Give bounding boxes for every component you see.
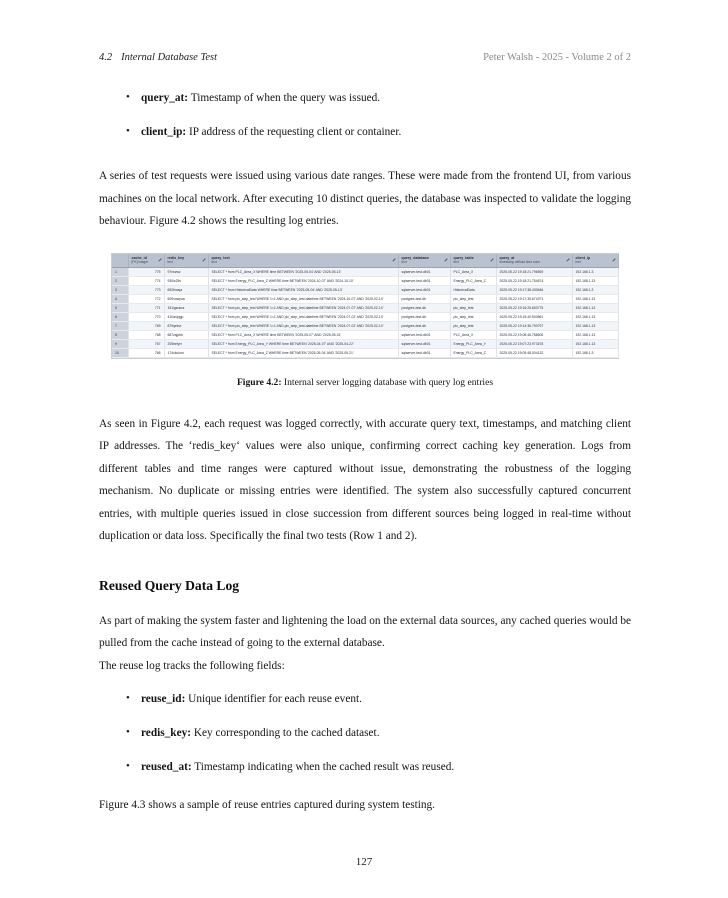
cell-query-at: 2025-05-22 19:07:23.973193 xyxy=(496,339,572,348)
field-description: Timestamp indicating when the cached result was reused. xyxy=(191,761,455,773)
column-name: client_ip xyxy=(575,255,591,260)
column-header-query-text[interactable] xyxy=(208,254,398,268)
list-item xyxy=(123,90,631,107)
row-number: 2 xyxy=(112,276,128,285)
figure-4-2 xyxy=(99,253,631,389)
edit-pencil-icon[interactable] xyxy=(612,258,616,262)
cell-query-table: Energy_PLC_Area_Z xyxy=(450,276,496,285)
section-heading-reused-query-data-log: Reused Query Data Log xyxy=(99,577,240,593)
table-row[interactable] xyxy=(112,330,618,339)
cell-cache-id: 770 xyxy=(128,312,164,321)
row-number: 4 xyxy=(112,294,128,303)
field-description: IP address of the requesting client or container. xyxy=(186,126,402,138)
cell-query-text: SELECT * from pic_step_test WHERE 1=1 AND pic_step_test.datetime BETWEEN '2024-07-02' AND '2025-02-10' xyxy=(208,321,398,330)
field-description: Key corresponding to the cached dataset. xyxy=(191,727,380,739)
database-grid-screenshot xyxy=(111,253,619,359)
cell-cache-id: 773 xyxy=(128,285,164,294)
cell-cache-id: 766 xyxy=(128,348,164,357)
table-row[interactable] xyxy=(112,294,618,303)
cell-query-database: sqlserver-test-db01 xyxy=(398,339,450,348)
column-name: query_table xyxy=(453,255,474,260)
row-number: 10 xyxy=(112,348,128,357)
cell-client-ip: 192.168.1.13 xyxy=(572,321,618,330)
column-header-query-at[interactable] xyxy=(496,254,572,268)
figure-caption-text: Internal server logging database with query log entries xyxy=(281,376,494,388)
cell-redis-key: 151igsukzz xyxy=(164,303,208,312)
cell-query-database: sqlserver-test-db01 xyxy=(398,285,450,294)
cell-query-table: Energy_PLC_Area_Y xyxy=(450,339,496,348)
column-name: cache_id xyxy=(131,255,147,260)
table-row[interactable] xyxy=(112,303,618,312)
table-body xyxy=(112,267,618,357)
cell-cache-id: 772 xyxy=(128,294,164,303)
cell-query-at: 2025-05-22 19:18:21.796569 xyxy=(496,267,572,276)
cell-client-ip: 192.168.1.13 xyxy=(572,303,618,312)
column-name: query_text xyxy=(211,255,230,260)
cell-query-database: sqlserver-test-db01 xyxy=(398,267,450,276)
row-number: 5 xyxy=(112,303,128,312)
cell-query-table: HistoricalData xyxy=(450,285,496,294)
column-type: text xyxy=(453,260,459,265)
table-row[interactable] xyxy=(112,339,618,348)
cell-query-at: 2025-05-22 19:14:36.790797 xyxy=(496,321,572,330)
column-type: text xyxy=(211,260,217,265)
cell-cache-id: 775 xyxy=(128,267,164,276)
list-item xyxy=(123,725,631,742)
column-name: query_database xyxy=(401,255,429,260)
section-number: 4.2 xyxy=(99,52,113,63)
table-row[interactable] xyxy=(112,321,618,330)
cell-query-table: pic_step_test xyxy=(450,303,496,312)
field-term: reused_at: xyxy=(141,761,192,773)
field-term: reuse_id: xyxy=(141,693,186,705)
cell-query-at: 2025-05-22 19:17:38.430646 xyxy=(496,285,572,294)
cell-query-database: sqlserver-test-db01 xyxy=(398,330,450,339)
edit-pencil-icon[interactable] xyxy=(392,258,396,262)
cell-query-at: 2025-05-22 19:08:46.788606 xyxy=(496,330,572,339)
cell-query-table: pic_step_test xyxy=(450,294,496,303)
cell-query-at: 2025-05-22 19:16:25.653775 xyxy=(496,303,572,312)
cell-query-table: Energy_PLC_Area_Z xyxy=(450,348,496,357)
cell-query-table: pic_step_test xyxy=(450,321,496,330)
field-term: redis_key: xyxy=(141,727,191,739)
field-term: query_at: xyxy=(141,92,189,104)
table-row[interactable] xyxy=(112,276,618,285)
rownum-column-header xyxy=(112,254,128,268)
edit-pencil-icon[interactable] xyxy=(202,258,206,262)
cell-query-text: SELECT * from pic_step_test WHERE 1=1 AND pic_step_test.datetime BETWEEN '2024-07-07' AND '2025-02-10' xyxy=(208,303,398,312)
cell-redis-key: 692fnwqa xyxy=(164,285,208,294)
column-type: text xyxy=(401,260,407,265)
field-description: Unique identifier for each reuse event. xyxy=(185,693,362,705)
cell-redis-key: 410aujqgp xyxy=(164,312,208,321)
table-header-row xyxy=(112,254,618,268)
row-number: 1 xyxy=(112,267,128,276)
cell-client-ip: 192.168.1.3 xyxy=(572,348,618,357)
cell-cache-id: 771 xyxy=(128,303,164,312)
paragraph-reuse-fields-lead: The reuse log tracks the following fields: xyxy=(99,659,285,672)
paragraph-intro: A series of test requests were issued using various date ranges. These were made from the frontend UI, from various machines on the local network. After executing 10 distinct queries, the database was inspected to validate the logging behaviour. Figure 4.2 shows the resulting log entries. xyxy=(99,170,631,227)
cell-client-ip: 192.168.1.13 xyxy=(572,312,618,321)
page-number: 127 xyxy=(355,856,373,868)
column-name: query_at xyxy=(499,255,515,260)
page-content xyxy=(99,90,631,817)
cell-client-ip: 192.168.1.13 xyxy=(572,276,618,285)
query-log-table xyxy=(112,254,619,358)
running-header xyxy=(99,52,631,63)
row-number: 7 xyxy=(112,321,128,330)
column-type: text xyxy=(167,260,173,265)
cell-query-at: 2025-05-22 19:18:21.754674 xyxy=(496,276,572,285)
running-header-author: Peter Walsh - 2025 - Volume 2 of 2 xyxy=(483,52,631,63)
cell-redis-key: 205hefyrr xyxy=(164,339,208,348)
cell-query-database: postgres-test-db xyxy=(398,303,450,312)
list-item xyxy=(123,691,631,708)
paragraph-reuse-intro: As part of making the system faster and lightening the load on the external data sources, any cached queries would be pulled from the cache instead of going to the external database. xyxy=(99,614,631,649)
table-row[interactable] xyxy=(112,285,618,294)
cell-client-ip: 192.168.1.3 xyxy=(572,285,618,294)
cell-redis-key: 879qekvr xyxy=(164,321,208,330)
column-header-client-ip[interactable] xyxy=(572,254,618,268)
cell-query-at: 2025-05-22 19:15:40.500861 xyxy=(496,312,572,321)
cell-query-at: 2025-05-22 19:17:35.674371 xyxy=(496,294,572,303)
figure-label: Figure 4.2: xyxy=(236,376,282,388)
section-title: Internal Database Test xyxy=(121,52,217,63)
cell-query-text: SELECT * from Energy_PLC_Area_Z WHERE time BETWEEN '2025-05-04' AND '2025-05-21' xyxy=(208,348,398,357)
field-term: client_ip: xyxy=(141,126,187,138)
column-type: [PK] integer xyxy=(131,260,149,265)
cell-query-text: SELECT * from pic_step_test WHERE 1=1 AND pic_step_test.datetime BETWEEN '2024-10-07' AND '2025-02-10' xyxy=(208,294,398,303)
cell-redis-key: 97rwzwz xyxy=(164,267,208,276)
column-header-query-database[interactable] xyxy=(398,254,450,268)
edit-pencil-icon[interactable] xyxy=(444,258,448,262)
column-header-cache-id[interactable] xyxy=(128,254,164,268)
list-item xyxy=(123,124,631,141)
cell-redis-key: 174ckcium xyxy=(164,348,208,357)
column-header-redis-key[interactable] xyxy=(164,254,208,268)
running-header-left xyxy=(99,52,217,63)
cell-cache-id: 768 xyxy=(128,330,164,339)
cell-query-table: PLC_Area_X xyxy=(450,330,496,339)
cell-cache-id: 769 xyxy=(128,321,164,330)
edit-pencil-icon[interactable] xyxy=(490,258,494,262)
list-item xyxy=(123,759,631,776)
column-type: timestamp without time zone xyxy=(499,260,540,265)
cell-redis-key: 609xuwyoa xyxy=(164,294,208,303)
cell-query-database: postgres-test-db xyxy=(398,321,450,330)
cell-cache-id: 767 xyxy=(128,339,164,348)
cell-query-table: pic_step_test xyxy=(450,312,496,321)
cell-query-text: SELECT * from Energy_PLC_Area_Y WHERE time BETWEEN '2025-04-07' AND '2025-04-22' xyxy=(208,339,398,348)
row-number: 9 xyxy=(112,339,128,348)
cell-query-text: SELECT * from Energy_PLC_Area_Z WHERE time BETWEEN '2024-10-07' AND '2024-10-10' xyxy=(208,276,398,285)
column-type: inet xyxy=(575,260,581,265)
row-number: 3 xyxy=(112,285,128,294)
table-row[interactable] xyxy=(112,312,618,321)
figure-caption xyxy=(99,376,631,389)
cell-query-table: PLC_Area_X xyxy=(450,267,496,276)
paragraph-figure-43-note: Figure 4.3 shows a sample of reuse entries captured during system testing. xyxy=(99,799,436,811)
cell-query-database: postgres-test-db xyxy=(398,312,450,321)
edit-pencil-icon[interactable] xyxy=(158,258,162,262)
paragraph-analysis: As seen in Figure 4.2, each request was logged correctly, with accurate query text, timestamps, and matching client IP addresses. The ‘redis_key‘ values were also unique, confirming correct caching key generation. Logs from different tables and time ranges were captured without issue, demonstrating the robustness of the logging mechanism. No duplicate or missing entries were identified. The system also successfully captured concurrent entries, with multiple queries issued in close succession from different sources being logged in real-time without duplication or data loss. Specifically the final two tests (Row 1 and 2). xyxy=(99,417,631,542)
column-header-query-table[interactable] xyxy=(450,254,496,268)
cell-query-text: SELECT * from HistoricalData WHERE time BETWEEN '2025-05-04' AND '2025-05-13' xyxy=(208,285,398,294)
cell-client-ip: 192.168.1.13 xyxy=(572,339,618,348)
cell-query-at: 2025-05-22 19:05:48.004132 xyxy=(496,348,572,357)
cell-query-database: sqlserver-test-db01 xyxy=(398,276,450,285)
table-row[interactable] xyxy=(112,348,618,357)
cell-client-ip: 192.168.1.3 xyxy=(572,267,618,276)
row-number: 8 xyxy=(112,330,128,339)
table-row[interactable] xyxy=(112,267,618,276)
cell-client-ip: 192.168.1.13 xyxy=(572,294,618,303)
field-list-query-log xyxy=(99,90,631,141)
cell-query-database: postgres-test-db xyxy=(398,294,450,303)
cell-redis-key: 687zsjpbb xyxy=(164,330,208,339)
edit-pencil-icon[interactable] xyxy=(566,258,570,262)
cell-redis-key: 930ix25v xyxy=(164,276,208,285)
field-description: Timestamp of when the query was issued. xyxy=(188,92,381,104)
cell-client-ip: 192.168.1.13 xyxy=(572,330,618,339)
cell-query-text: SELECT * from PLC_Area_X WHERE time BETWEEN '2025-05-07' AND '2025-05-31' xyxy=(208,330,398,339)
row-number: 6 xyxy=(112,312,128,321)
column-name: redis_key xyxy=(167,255,185,260)
field-list-reuse-log xyxy=(99,691,631,776)
cell-query-text: SELECT * from pic_step_test WHERE 1=1 AND pic_step_test.datetime BETWEEN '2024-07-02' AND '2025-02-10' xyxy=(208,312,398,321)
cell-cache-id: 774 xyxy=(128,276,164,285)
cell-query-database: sqlserver-test-db01 xyxy=(398,348,450,357)
cell-query-text: SELECT * from PLC_Area_X WHERE time BETWEEN '2025-05-04' AND '2025-05-13' xyxy=(208,267,398,276)
